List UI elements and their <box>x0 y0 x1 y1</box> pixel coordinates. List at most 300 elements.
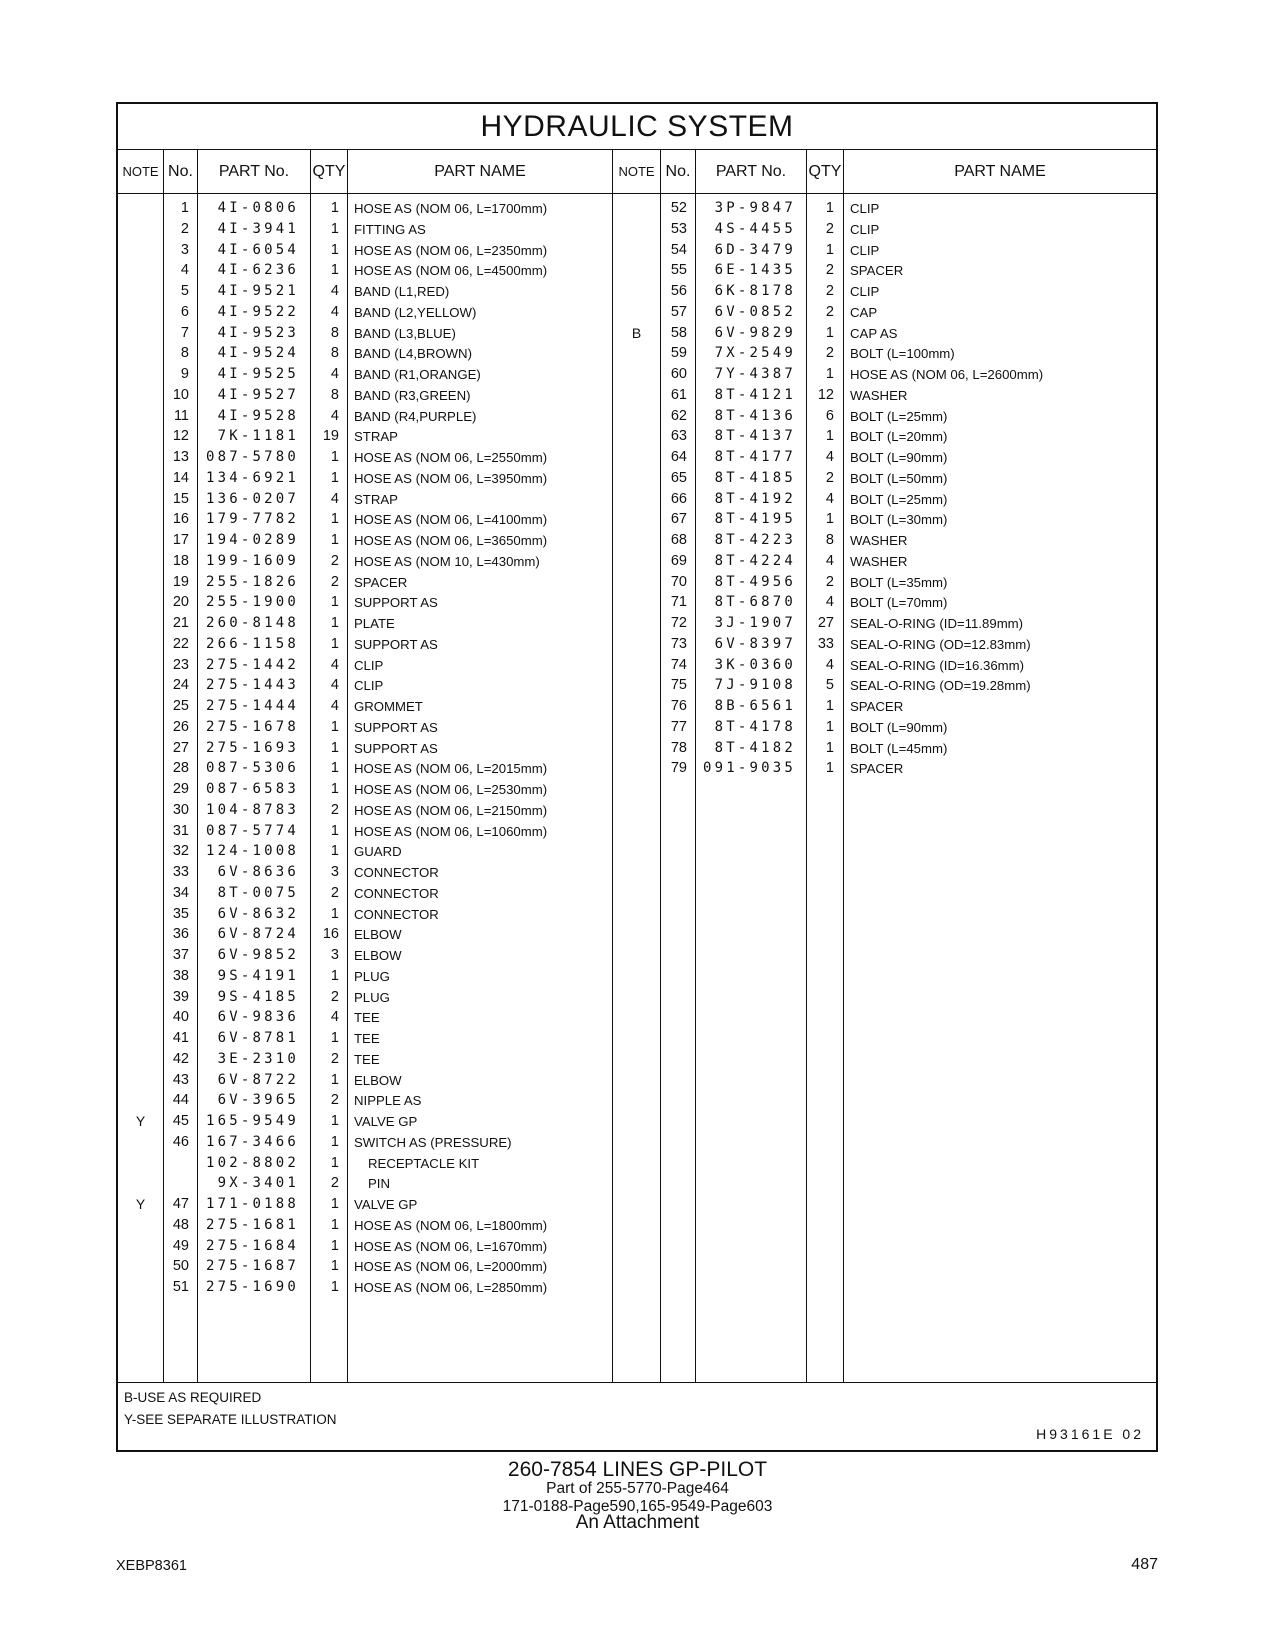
row-note <box>118 1049 163 1071</box>
row-part-name: PIN <box>368 1176 390 1192</box>
row-item-number: 10 <box>172 386 189 403</box>
row-part-number: 171-0188 <box>205 1196 299 1212</box>
row-item-number: 76 <box>670 698 687 714</box>
row-note <box>613 758 660 780</box>
row-part-name: SEAL-O-RING (OD=19.28mm) <box>850 678 1031 694</box>
table-row <box>118 198 1156 220</box>
table-row <box>118 1173 1156 1195</box>
row-item-number: 38 <box>172 967 189 984</box>
row-part-name: CLIP <box>850 201 880 216</box>
row-item-number: 18 <box>172 552 189 569</box>
row-note <box>118 821 163 843</box>
row-quantity: 4 <box>330 407 339 424</box>
row-part-number: 102-8802 <box>205 1154 299 1171</box>
row-part-name: BAND (R1,ORANGE) <box>354 367 481 382</box>
illustration-reference: H93161E 02 <box>1036 1426 1144 1442</box>
row-quantity: 8 <box>330 386 339 403</box>
row-part-number: 199-1609 <box>205 552 299 569</box>
row-item-number: 73 <box>670 635 687 652</box>
row-part-name: HOSE AS (NOM 06, L=2350mm) <box>354 242 548 258</box>
row-part-number: 091-9035 <box>702 760 796 777</box>
row-part-name: SPACER <box>850 761 904 777</box>
row-quantity: 4 <box>825 594 834 611</box>
table-row <box>118 489 1156 511</box>
row-part-name: SEAL-O-RING (ID=16.36mm) <box>850 657 1025 673</box>
row-note <box>118 1028 163 1050</box>
table-row <box>118 779 1156 801</box>
table-row <box>118 1007 1156 1029</box>
row-quantity: 8 <box>330 345 339 362</box>
table-row <box>118 343 1156 365</box>
row-part-number: 4I-3941 <box>217 220 299 237</box>
row-part-number: 6E-1435 <box>714 262 796 279</box>
row-part-name: HOSE AS (NOM 06, L=1800mm) <box>354 1217 548 1233</box>
row-item-number: 70 <box>670 573 687 590</box>
divider <box>118 1382 1156 1383</box>
row-quantity: 4 <box>330 283 339 299</box>
row-quantity: 2 <box>330 884 339 901</box>
row-quantity: 1 <box>825 241 834 258</box>
row-note <box>118 841 163 863</box>
table-row <box>118 572 1156 594</box>
row-part-name: BAND (R4,PURPLE) <box>354 408 477 424</box>
row-note <box>613 426 660 448</box>
row-part-name: FITTING AS <box>354 221 426 237</box>
page-number: 487 <box>1131 1556 1158 1573</box>
row-part-number: 6V-8632 <box>217 905 299 922</box>
row-part-name: WASHER <box>850 533 908 548</box>
row-item-number: 3 <box>180 241 189 258</box>
row-part-name: PLATE <box>354 616 395 631</box>
table-row <box>118 1090 1156 1112</box>
row-note <box>613 468 660 490</box>
row-part-name: STRAP <box>354 429 398 445</box>
row-quantity: 1 <box>330 1196 339 1212</box>
row-part-number: 275-1684 <box>205 1237 299 1254</box>
row-quantity: 2 <box>825 220 834 237</box>
table-row <box>118 364 1156 386</box>
row-quantity: 4 <box>330 366 339 382</box>
row-part-name: HOSE AS (NOM 10, L=430mm) <box>354 553 540 569</box>
row-part-name: GUARD <box>354 844 402 860</box>
row-item-number: 27 <box>172 739 189 756</box>
row-item-number: 65 <box>670 469 687 486</box>
row-part-name: BAND (R3,GREEN) <box>354 387 471 403</box>
row-part-number: 9S-4185 <box>217 988 299 1005</box>
row-item-number: 11 <box>173 407 189 424</box>
table-row <box>118 323 1156 345</box>
table-row <box>118 260 1156 282</box>
row-quantity: 2 <box>330 801 339 818</box>
row-part-name: SWITCH AS (PRESSURE) <box>354 1134 512 1150</box>
row-part-number: 260-8148 <box>205 615 299 631</box>
parts-table-frame <box>116 102 1158 1452</box>
row-part-name: SPACER <box>354 574 408 590</box>
row-part-number: 6D-3479 <box>714 241 796 258</box>
row-item-number: 13 <box>172 449 189 465</box>
row-note <box>118 904 163 926</box>
row-item-number: 34 <box>172 884 189 901</box>
row-part-name: BOLT (L=25mm) <box>850 491 948 507</box>
row-note <box>118 800 163 822</box>
row-item-number: 53 <box>670 220 687 237</box>
row-note <box>613 572 660 594</box>
row-part-number: 4I-9522 <box>217 303 299 320</box>
row-item-number: 50 <box>172 1258 189 1275</box>
row-quantity: 1 <box>330 1071 339 1088</box>
row-item-number: 75 <box>670 677 687 694</box>
row-quantity: 1 <box>330 594 339 611</box>
row-quantity: 1 <box>825 366 834 382</box>
row-part-number: 7J-9108 <box>714 677 796 694</box>
row-part-number: 255-1826 <box>205 573 299 590</box>
row-item-number: 56 <box>670 283 687 299</box>
row-item-number: 55 <box>670 262 687 279</box>
row-quantity: 4 <box>330 677 339 694</box>
row-note <box>118 1153 163 1175</box>
row-note <box>613 551 660 573</box>
row-item-number: 15 <box>172 490 189 507</box>
row-note <box>118 1215 163 1237</box>
row-part-name: BAND (L4,BROWN) <box>354 346 472 362</box>
row-item-number: 23 <box>172 656 189 673</box>
row-part-name: RECEPTACLE KIT <box>368 1155 480 1171</box>
row-part-number: 087-5780 <box>205 449 299 465</box>
table-row <box>118 738 1156 760</box>
row-quantity: 1 <box>825 760 834 777</box>
row-quantity: 4 <box>825 656 834 673</box>
row-part-number: 4I-9521 <box>217 283 299 299</box>
row-part-number: 8T-4195 <box>714 511 796 528</box>
row-quantity: 1 <box>330 449 339 465</box>
row-note: B <box>631 324 642 341</box>
row-item-number: 61 <box>670 386 687 403</box>
row-part-number: 104-8783 <box>205 801 299 818</box>
table-header-row <box>118 150 1156 194</box>
row-item-number: 17 <box>172 532 189 548</box>
row-part-name: HOSE AS (NOM 06, L=2000mm) <box>354 1259 548 1275</box>
table-row <box>118 406 1156 428</box>
row-part-number: 6V-3965 <box>217 1092 299 1109</box>
row-quantity: 1 <box>825 698 834 714</box>
row-quantity: 3 <box>330 947 339 963</box>
row-item-number: 35 <box>172 905 189 922</box>
row-part-number: 167-3466 <box>205 1133 299 1150</box>
row-item-number: 39 <box>172 988 189 1005</box>
row-part-number: 7Y-4387 <box>714 366 796 382</box>
row-note <box>613 364 660 386</box>
row-quantity: 19 <box>322 428 339 445</box>
row-part-number: 7K-1181 <box>217 428 299 445</box>
row-part-number: 8T-4223 <box>714 532 796 548</box>
row-part-number: 6V-8724 <box>217 926 299 943</box>
caption-title: 260-7854 LINES GP-PILOT <box>507 1458 768 1481</box>
row-note <box>613 717 660 739</box>
table-row <box>118 758 1156 780</box>
row-note <box>118 1236 163 1258</box>
row-note <box>118 1277 163 1299</box>
row-item-number: 59 <box>670 345 687 362</box>
row-item-number: 1 <box>180 200 189 216</box>
row-note <box>118 883 163 905</box>
table-row <box>118 1236 1156 1258</box>
row-part-name: WASHER <box>850 553 908 569</box>
row-quantity: 1 <box>825 718 834 735</box>
row-item-number: 68 <box>670 532 687 548</box>
row-item-number: 8 <box>180 345 189 362</box>
row-part-number: 275-1687 <box>205 1258 299 1275</box>
row-part-name: ELBOW <box>354 1072 402 1088</box>
table-row <box>118 447 1156 469</box>
row-note <box>118 1173 163 1195</box>
row-item-number: 62 <box>670 407 687 424</box>
row-part-number: 194-0289 <box>205 532 299 548</box>
row-quantity: 1 <box>825 324 834 341</box>
header-part-name-left: PART NAME <box>434 163 526 180</box>
row-quantity: 2 <box>330 1050 339 1067</box>
document-id: XEBP8361 <box>116 1558 187 1574</box>
row-part-number: 8T-4121 <box>714 386 796 403</box>
row-part-name: BOLT (L=30mm) <box>850 512 948 528</box>
table-row <box>118 468 1156 490</box>
row-item-number <box>164 1153 189 1175</box>
row-item-number: 78 <box>670 739 687 756</box>
row-quantity: 4 <box>825 449 834 465</box>
row-part-number: 6K-8178 <box>714 283 796 299</box>
row-note <box>118 779 163 801</box>
row-note <box>613 509 660 531</box>
row-part-number: 8T-4192 <box>714 490 796 507</box>
row-note <box>613 240 660 262</box>
row-note <box>118 924 163 946</box>
row-part-number: 255-1900 <box>205 594 299 611</box>
row-part-name: VALVE GP <box>354 1197 418 1212</box>
row-quantity: 1 <box>330 1133 339 1150</box>
table-row <box>118 592 1156 614</box>
row-note <box>118 966 163 988</box>
row-note <box>613 530 660 552</box>
row-part-number: 4I-9524 <box>217 345 299 362</box>
row-part-number: 3J-1907 <box>714 615 796 631</box>
row-item-number: 36 <box>172 926 189 943</box>
row-quantity: 5 <box>825 677 834 694</box>
row-part-name: SPACER <box>850 263 904 279</box>
row-part-number: 8T-4185 <box>714 469 796 486</box>
table-row <box>118 987 1156 1009</box>
row-item-number: 20 <box>172 594 189 611</box>
row-part-name: WASHER <box>850 387 908 403</box>
row-note <box>613 260 660 282</box>
row-part-number: 6V-9852 <box>217 947 299 963</box>
row-note <box>613 634 660 656</box>
row-quantity: 1 <box>330 739 339 756</box>
row-part-number: 4I-9523 <box>217 324 299 341</box>
row-note <box>613 281 660 303</box>
row-quantity: 2 <box>330 988 339 1005</box>
table-row <box>118 717 1156 739</box>
row-item-number: 21 <box>172 615 189 631</box>
row-item-number: 54 <box>670 241 687 258</box>
row-note <box>613 489 660 511</box>
row-part-name: SUPPORT AS <box>354 595 438 611</box>
row-item-number: 25 <box>172 698 189 714</box>
header-part-no-left: PART No. <box>218 163 290 180</box>
row-part-number: 6V-0852 <box>714 303 796 320</box>
row-item-number: 12 <box>172 428 189 445</box>
row-part-name: NIPPLE AS <box>354 1093 422 1109</box>
row-part-number: 266-1158 <box>205 635 299 652</box>
row-part-name: HOSE AS (NOM 06, L=4500mm) <box>354 263 548 279</box>
row-item-number: 43 <box>172 1071 189 1088</box>
caption-part-of: Part of 255-5770-Page464 <box>546 1480 729 1497</box>
row-quantity: 2 <box>330 552 339 569</box>
footnote-y: Y-SEE SEPARATE ILLUSTRATION <box>124 1412 337 1427</box>
row-quantity: 1 <box>330 511 339 528</box>
table-row <box>118 821 1156 843</box>
row-quantity: 2 <box>825 345 834 362</box>
row-part-number: 8T-4177 <box>714 449 796 465</box>
row-part-name: VALVE GP <box>354 1114 418 1129</box>
row-part-name: CLIP <box>850 284 880 299</box>
row-part-number: 4I-0806 <box>217 200 299 216</box>
row-quantity: 4 <box>330 698 339 714</box>
table-row <box>118 675 1156 697</box>
row-part-number: 165-9549 <box>205 1113 299 1129</box>
row-part-number: 4S-4455 <box>714 220 796 237</box>
row-quantity: 33 <box>817 635 834 652</box>
row-note <box>613 219 660 241</box>
row-item-number: 51 <box>172 1279 189 1295</box>
row-note <box>613 385 660 407</box>
row-part-name: HOSE AS (NOM 06, L=2600mm) <box>850 367 1044 382</box>
row-note <box>118 945 163 967</box>
row-item-number: 52 <box>670 200 687 216</box>
row-quantity: 4 <box>825 490 834 507</box>
row-note <box>613 343 660 365</box>
header-note-right: NOTE <box>618 164 655 179</box>
header-part-no-right: PART No. <box>715 163 787 180</box>
row-part-number: 4I-6054 <box>217 241 299 258</box>
row-note <box>118 1256 163 1278</box>
row-item-number: 9 <box>180 366 189 382</box>
row-item-number: 46 <box>172 1133 189 1150</box>
row-part-number: 134-6921 <box>205 469 299 486</box>
row-item-number: 28 <box>172 760 189 777</box>
table-row <box>118 281 1156 303</box>
row-part-number: 275-1693 <box>205 739 299 756</box>
row-part-name: HOSE AS (NOM 06, L=2550mm) <box>354 450 548 465</box>
row-part-name: SEAL-O-RING (OD=12.83mm) <box>850 636 1031 652</box>
table-row <box>118 924 1156 946</box>
row-part-name: BOLT (L=90mm) <box>850 719 948 735</box>
header-no-left: No. <box>168 163 193 180</box>
header-qty-left: QTY <box>312 163 346 180</box>
row-item-number: 41 <box>172 1030 189 1046</box>
row-item-number: 16 <box>172 511 189 528</box>
table-row <box>118 1277 1156 1299</box>
row-item-number: 57 <box>670 303 687 320</box>
row-part-name: BAND (L2,YELLOW) <box>354 304 477 320</box>
row-item-number: 42 <box>172 1050 189 1067</box>
table-row <box>118 1256 1156 1278</box>
row-item-number: 29 <box>172 781 189 797</box>
row-part-number: 275-1678 <box>205 718 299 735</box>
table-row <box>118 509 1156 531</box>
row-part-name: SEAL-O-RING (ID=11.89mm) <box>850 616 1024 631</box>
row-item-number: 74 <box>670 656 687 673</box>
row-part-name: HOSE AS (NOM 06, L=2530mm) <box>354 782 548 797</box>
row-quantity: 2 <box>330 1175 339 1192</box>
row-part-number: 6V-8636 <box>217 864 299 880</box>
caption-attachment: An Attachment <box>575 1512 700 1533</box>
table-row <box>118 1215 1156 1237</box>
row-part-number: 136-0207 <box>205 490 299 507</box>
row-item-number: 67 <box>670 511 687 528</box>
row-part-name: BOLT (L=25mm) <box>850 408 948 424</box>
row-item-number: 26 <box>172 718 189 735</box>
table-row <box>118 385 1156 407</box>
row-part-number: 8T-4178 <box>714 718 796 735</box>
row-item-number: 79 <box>670 760 687 777</box>
row-part-name: BOLT (L=90mm) <box>850 450 948 465</box>
row-part-name: CONNECTOR <box>354 906 439 922</box>
table-row <box>118 1049 1156 1071</box>
row-part-number: 9S-4191 <box>217 967 299 984</box>
row-item-number: 45 <box>172 1113 189 1129</box>
row-part-name: CAP <box>850 304 878 320</box>
row-part-name: CLIP <box>354 678 384 694</box>
row-part-name: HOSE AS (NOM 06, L=1060mm) <box>354 823 548 839</box>
row-item-number: 33 <box>172 864 189 880</box>
row-item-number: 14 <box>172 469 189 486</box>
row-part-number: 9X-3401 <box>217 1175 299 1192</box>
row-item-number: 7 <box>180 324 189 341</box>
row-part-number: 8T-4956 <box>714 573 796 590</box>
row-part-name: PLUG <box>354 968 390 984</box>
row-quantity: 1 <box>825 511 834 528</box>
row-quantity: 2 <box>825 469 834 486</box>
table-row <box>118 1194 1156 1216</box>
row-quantity: 1 <box>330 718 339 735</box>
row-quantity: 2 <box>825 262 834 279</box>
row-item-number: 30 <box>172 801 189 818</box>
row-part-number: 275-1443 <box>205 677 299 694</box>
row-quantity: 1 <box>825 200 834 216</box>
row-part-number: 8T-4182 <box>714 739 796 756</box>
row-quantity: 1 <box>330 241 339 258</box>
row-quantity: 1 <box>330 1258 339 1275</box>
row-item-number: 24 <box>172 677 189 694</box>
table-row <box>118 1070 1156 1092</box>
row-quantity: 1 <box>330 532 339 548</box>
row-part-number: 8T-4224 <box>714 552 796 569</box>
row-part-name: HOSE AS (NOM 06, L=3650mm) <box>354 533 548 548</box>
row-item-number: 31 <box>172 822 189 839</box>
row-part-number: 4I-9528 <box>217 407 299 424</box>
row-quantity: 4 <box>330 490 339 507</box>
row-part-number: 8T-4137 <box>714 428 796 445</box>
row-item-number: 2 <box>180 220 189 237</box>
table-row <box>118 551 1156 573</box>
row-part-number: 275-1690 <box>205 1279 299 1295</box>
row-item-number: 71 <box>670 594 687 611</box>
row-quantity: 2 <box>330 573 339 590</box>
row-item-number: 6 <box>180 303 189 320</box>
row-part-name: HOSE AS (NOM 06, L=1700mm) <box>354 201 548 216</box>
row-item-number: 69 <box>670 552 687 569</box>
row-note: Y <box>135 1113 146 1129</box>
row-item-number: 22 <box>172 635 189 652</box>
